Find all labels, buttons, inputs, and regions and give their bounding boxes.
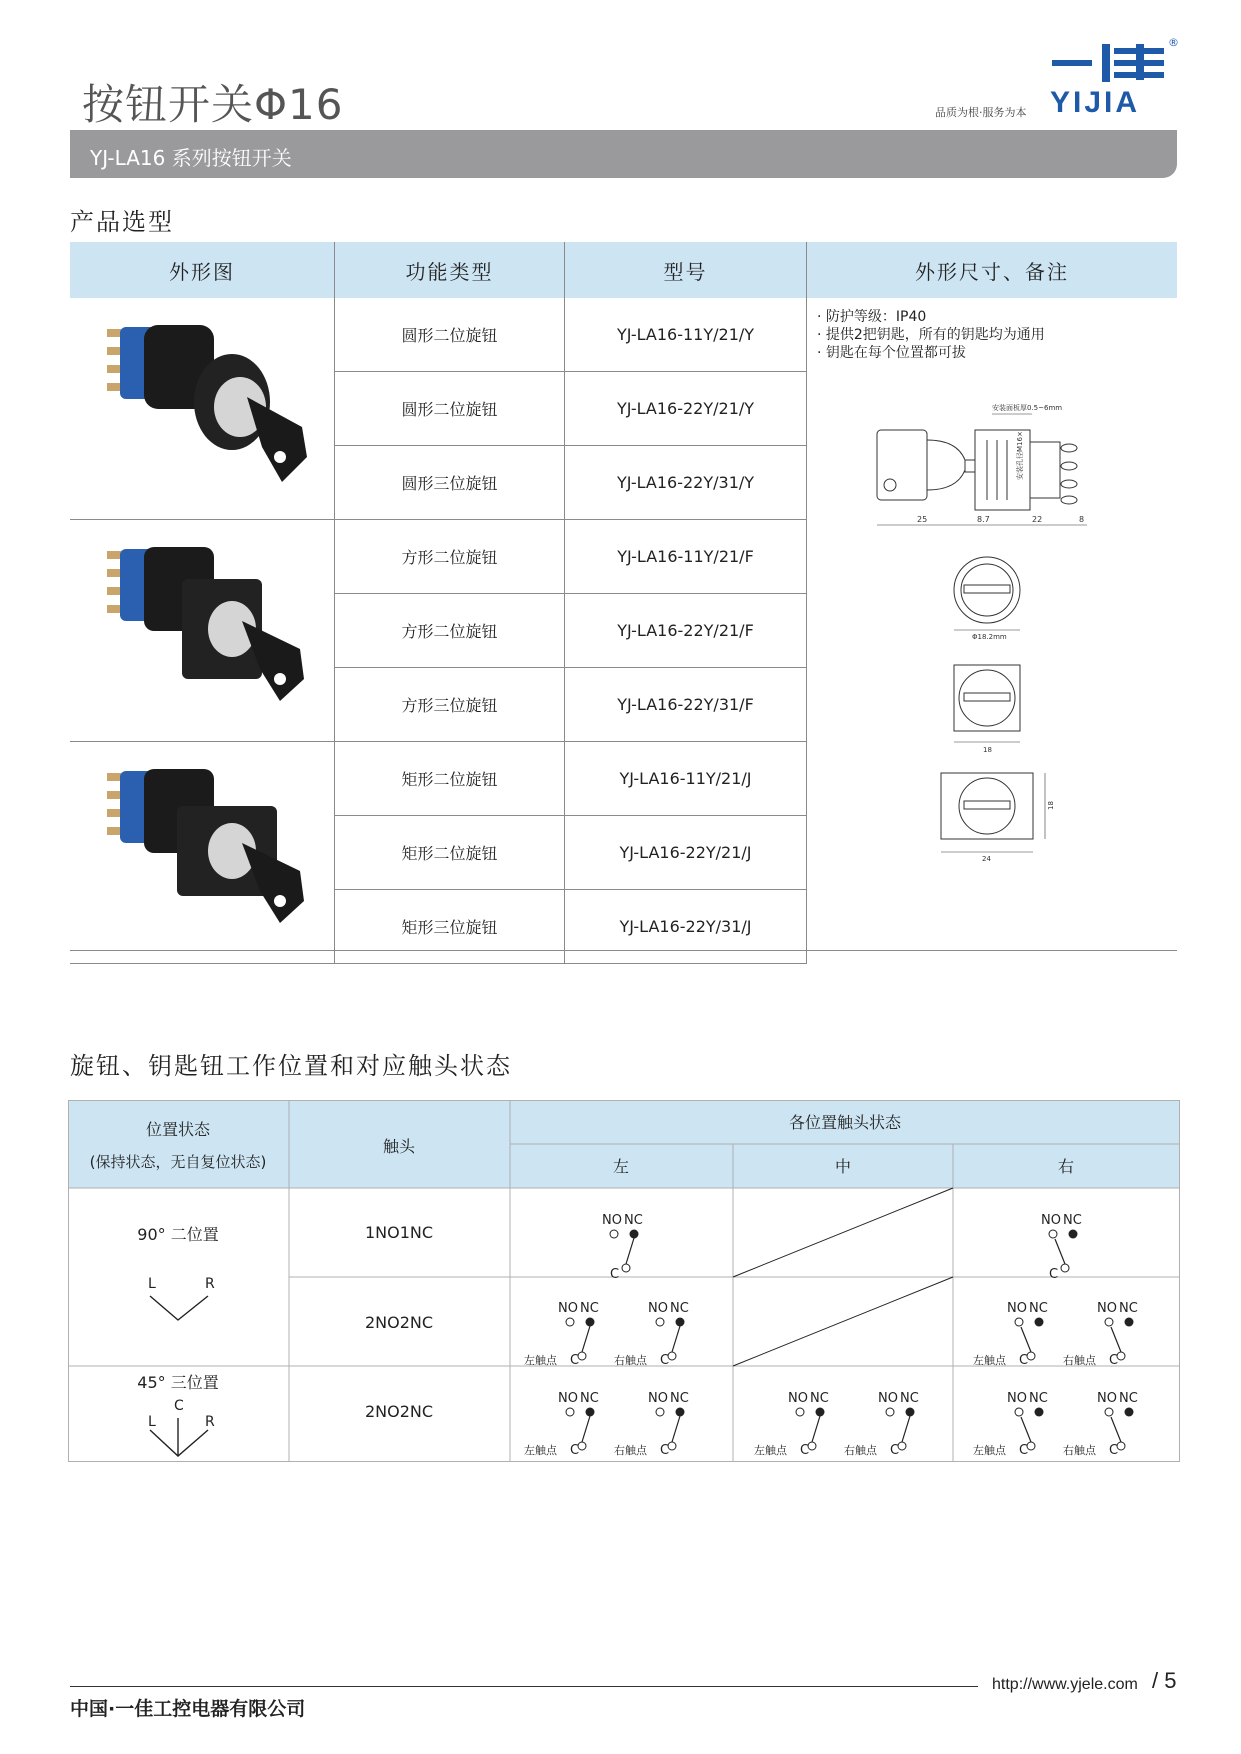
svg-text:NO: NO — [648, 1301, 668, 1316]
switch-symbol — [973, 1391, 1048, 1458]
svg-text:NC: NC — [1029, 1301, 1048, 1316]
col-header-right: 右 — [1057, 1157, 1075, 1176]
switch-symbol — [1041, 1213, 1082, 1282]
dim-d1: 25 — [917, 515, 928, 524]
type-cell: 圆形二位旋钮 — [335, 372, 565, 446]
switch-symbol — [1063, 1391, 1138, 1458]
logo-english: YIJIA — [1050, 86, 1141, 119]
svg-text:NO: NO — [1097, 1391, 1117, 1406]
svg-text:C: C — [660, 1443, 670, 1458]
svg-text:NC: NC — [900, 1391, 919, 1406]
type-cell: 矩形三位旋钮 — [335, 890, 565, 964]
svg-text:NC: NC — [1119, 1301, 1138, 1316]
dim-round: Φ18.2mm — [972, 633, 1007, 641]
col-header-left: 左 — [612, 1157, 630, 1176]
svg-text:右触点: 右触点 — [614, 1444, 647, 1457]
dim-thread-label: 安装孔径M16× — [1016, 431, 1024, 480]
model-cell: YJ-LA16-11Y/21/J — [565, 742, 807, 816]
footer-url[interactable]: http://www.yjele.com — [992, 1676, 1138, 1693]
svg-text:NC: NC — [670, 1301, 689, 1316]
contact-2no2nc-b: 2NO2NC — [364, 1402, 434, 1421]
switch-symbol — [524, 1301, 599, 1368]
dims-cell — [807, 298, 1178, 964]
model-cell: YJ-LA16-22Y/31/F — [565, 668, 807, 742]
svg-text:C: C — [1109, 1443, 1119, 1458]
col-header-shape: 外形图 — [70, 242, 335, 298]
type-cell: 矩形二位旋钮 — [335, 742, 565, 816]
svg-text:NO: NO — [648, 1391, 668, 1406]
svg-text:右触点: 右触点 — [614, 1354, 647, 1367]
svg-text:C: C — [1019, 1443, 1029, 1458]
label-l-3: L — [148, 1414, 156, 1430]
page-title: 按钮开关Φ16 — [82, 80, 344, 129]
notes: · 防护等级：IP40 · 提供2把钥匙，所有的钥匙均为通用 · 钥匙在每个位置都可拔 — [817, 309, 1045, 361]
model-cell: YJ-LA16-22Y/21/J — [565, 816, 807, 890]
svg-text:NC: NC — [1063, 1213, 1082, 1228]
svg-text:NO: NO — [788, 1391, 808, 1406]
col-header-position-sub: (保持状态，无自复位状态) — [89, 1153, 267, 1171]
type-cell: 圆形二位旋钮 — [335, 298, 565, 372]
svg-text:NO: NO — [558, 1391, 578, 1406]
switch-symbol — [1063, 1301, 1138, 1368]
model-cell: YJ-LA16-22Y/31/J — [565, 890, 807, 964]
dim-square: 18 — [983, 746, 992, 754]
svg-text:C: C — [610, 1267, 620, 1282]
dimension-drawing — [817, 370, 1127, 890]
switch-symbol — [614, 1301, 689, 1368]
svg-text:NC: NC — [624, 1213, 643, 1228]
position-2: 90° 二位置 — [137, 1225, 219, 1244]
label-r-3: R — [205, 1414, 215, 1430]
svg-text:左触点: 左触点 — [973, 1354, 1006, 1367]
switch-symbol — [973, 1301, 1048, 1368]
table-row — [70, 298, 1177, 372]
svg-text:右触点: 右触点 — [844, 1444, 877, 1457]
svg-text:C: C — [890, 1443, 900, 1458]
svg-text:右触点: 右触点 — [1063, 1444, 1096, 1457]
product-image-square — [70, 520, 335, 742]
col-header-dims: 外形尺寸、备注 — [807, 242, 1178, 298]
switch-symbol — [602, 1213, 643, 1282]
model-cell: YJ-LA16-22Y/31/Y — [565, 446, 807, 520]
switch-symbol — [614, 1391, 689, 1458]
svg-text:NC: NC — [1029, 1391, 1048, 1406]
label-r-2: R — [205, 1276, 215, 1292]
svg-text:C: C — [1019, 1353, 1029, 1368]
col-header-contact: 触头 — [382, 1137, 416, 1156]
position-3: 45° 三位置 — [137, 1373, 219, 1392]
svg-text:NO: NO — [878, 1391, 898, 1406]
dim-panel-label: 安装面板厚0.5~6mm — [992, 404, 1063, 412]
svg-text:NO: NO — [1097, 1301, 1117, 1316]
svg-text:NO: NO — [1041, 1213, 1061, 1228]
svg-text:左触点: 左触点 — [973, 1444, 1006, 1457]
registered-mark: ® — [1168, 36, 1179, 49]
product-image-rect — [70, 742, 335, 964]
type-cell: 矩形二位旋钮 — [335, 816, 565, 890]
svg-text:C: C — [570, 1353, 580, 1368]
svg-text:C: C — [660, 1353, 670, 1368]
series-banner: YJ-LA16 系列按钮开关 — [70, 130, 1177, 178]
svg-text:C: C — [1109, 1353, 1119, 1368]
svg-text:NO: NO — [558, 1301, 578, 1316]
col-header-model: 型号 — [565, 242, 807, 298]
svg-text:左触点: 左触点 — [754, 1444, 787, 1457]
brand-logo — [1050, 40, 1170, 84]
col-header-mid: 中 — [834, 1157, 852, 1176]
switch-symbol — [524, 1391, 599, 1458]
model-cell: YJ-LA16-11Y/21/F — [565, 520, 807, 594]
dim-d2: 8.7 — [977, 515, 990, 524]
switch-symbol — [844, 1391, 919, 1458]
svg-text:NC: NC — [1119, 1391, 1138, 1406]
page-number: / 5 — [1152, 1668, 1177, 1693]
svg-text:NO: NO — [1007, 1301, 1027, 1316]
type-cell: 圆形三位旋钮 — [335, 446, 565, 520]
col-header-position: 位置状态 — [145, 1120, 211, 1139]
svg-text:NO: NO — [602, 1213, 622, 1228]
col-header-states: 各位置触头状态 — [788, 1113, 902, 1132]
type-cell: 方形三位旋钮 — [335, 668, 565, 742]
model-cell: YJ-LA16-22Y/21/F — [565, 594, 807, 668]
type-cell: 方形二位旋钮 — [335, 520, 565, 594]
svg-text:NC: NC — [580, 1391, 599, 1406]
svg-text:C: C — [1049, 1267, 1059, 1282]
svg-text:NC: NC — [670, 1391, 689, 1406]
dim-d4: 8 — [1079, 515, 1085, 524]
svg-text:NC: NC — [810, 1391, 829, 1406]
type-cell: 方形二位旋钮 — [335, 594, 565, 668]
dim-d3: 22 — [1032, 515, 1043, 524]
svg-text:NC: NC — [580, 1301, 599, 1316]
dim-rect-h: 18 — [1047, 801, 1055, 810]
dim-rect-w: 24 — [982, 855, 991, 863]
model-cell: YJ-LA16-11Y/21/Y — [565, 298, 807, 372]
company-name: 中国·一佳工控电器有限公司 — [70, 1698, 306, 1720]
contact-1no1nc: 1NO1NC — [364, 1223, 434, 1242]
selection-table — [70, 242, 1177, 964]
svg-text:C: C — [570, 1443, 580, 1458]
svg-text:右触点: 右触点 — [1063, 1354, 1096, 1367]
switch-symbol — [754, 1391, 829, 1458]
contact-2no2nc-a: 2NO2NC — [364, 1313, 434, 1332]
col-header-type: 功能类型 — [335, 242, 565, 298]
model-cell: YJ-LA16-22Y/21/Y — [565, 372, 807, 446]
section-heading-selection: 产品选型 — [70, 208, 174, 236]
label-c-3: C — [174, 1398, 184, 1414]
svg-text:左触点: 左触点 — [524, 1444, 557, 1457]
slogan: 品质为根·服务为本 — [935, 106, 1027, 119]
contact-state-table — [68, 1100, 1180, 1462]
svg-text:左触点: 左触点 — [524, 1354, 557, 1367]
product-image-round — [70, 298, 335, 520]
section-heading-states: 旋钮、钥匙钮工作位置和对应触头状态 — [70, 1052, 512, 1080]
svg-text:NO: NO — [1007, 1391, 1027, 1406]
svg-text:C: C — [800, 1443, 810, 1458]
label-l-2: L — [148, 1276, 156, 1292]
footer-divider — [70, 1686, 978, 1687]
